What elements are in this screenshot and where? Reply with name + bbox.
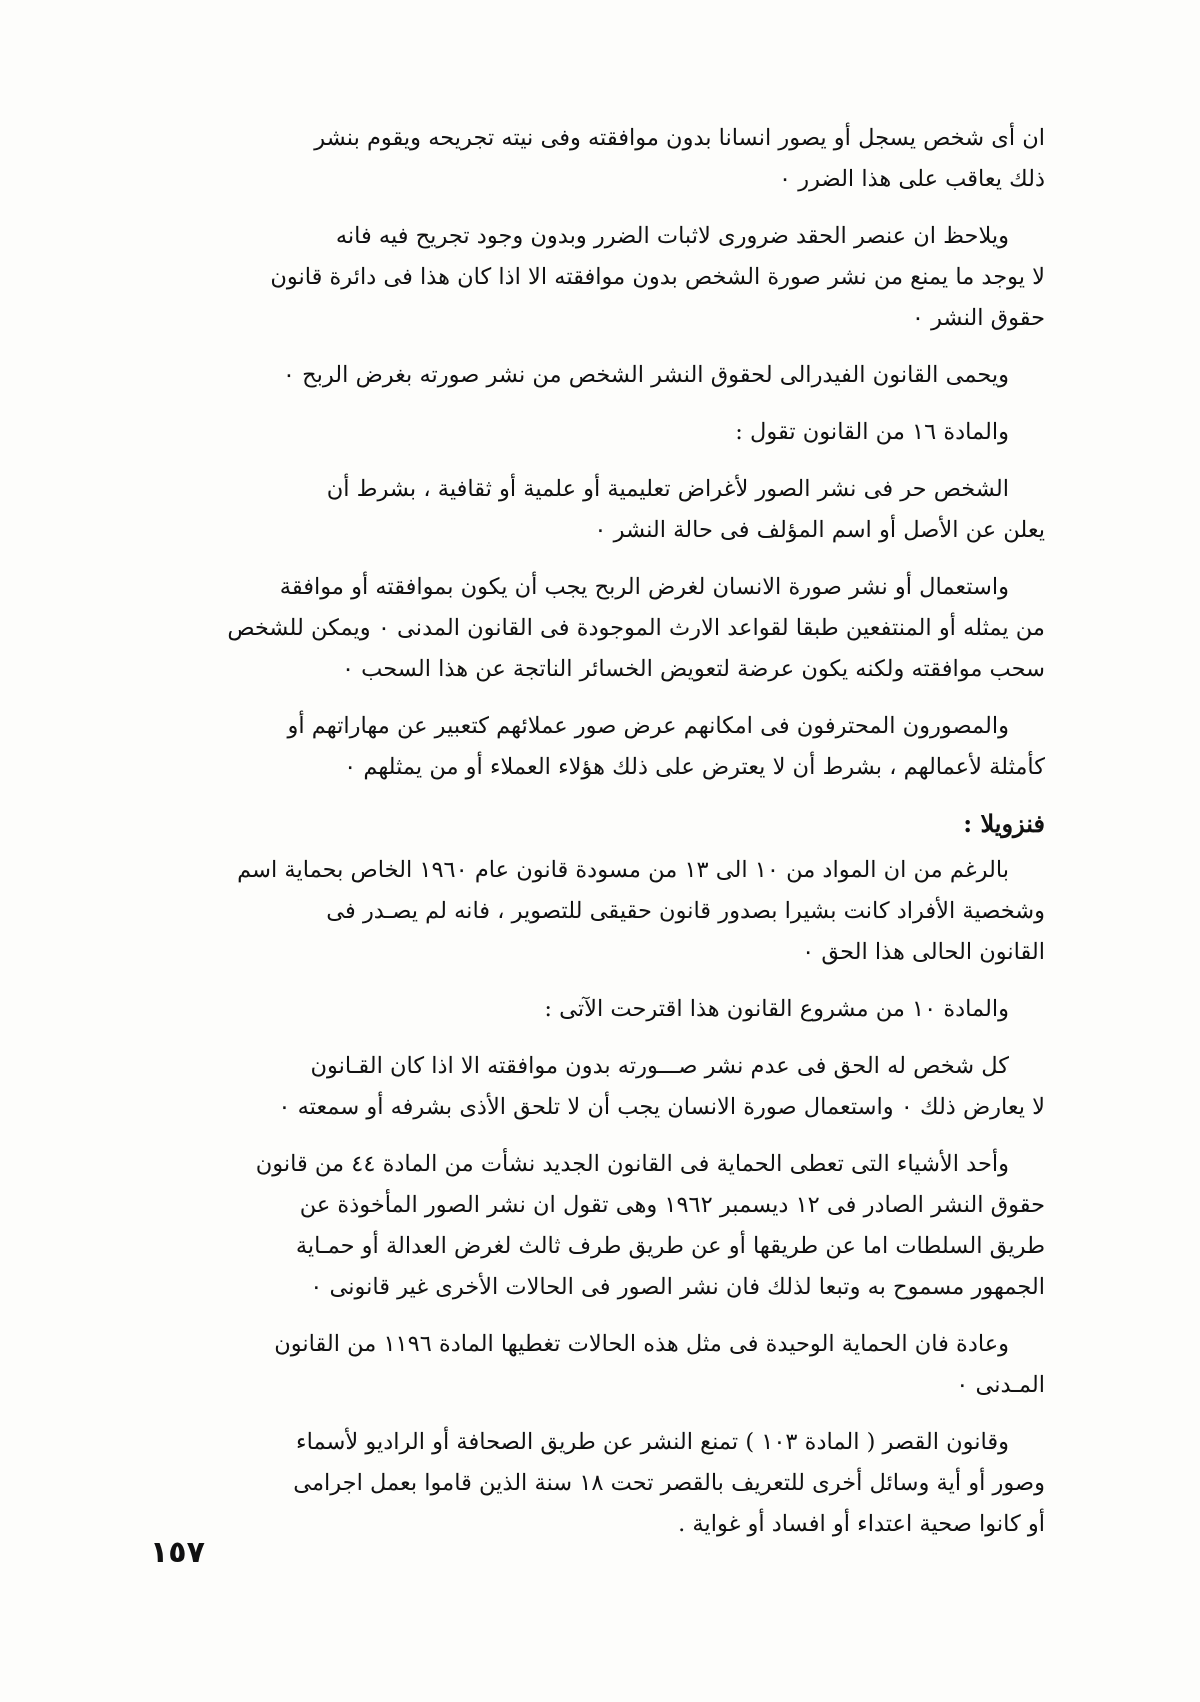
- text-line: وشخصية الأفراد كانت بشيرا بصدور قانون حقيقى للتصوير ، فانه لم يصـدر فى: [326, 898, 1045, 924]
- paragraph-12: [140, 1324, 1045, 1406]
- page-body: [140, 118, 1045, 1561]
- text-line: ذلك يعاقب على هذا الضرر ٠: [779, 166, 1045, 192]
- text-line: حقوق النشر ٠: [911, 305, 1045, 331]
- paragraph-8: [140, 850, 1045, 973]
- paragraph-3: [140, 355, 1045, 396]
- text-line: الجمهور مسموح به وتبعا لذلك فان نشر الصور فى الحالات الأخرى غير قانونى ٠: [310, 1274, 1045, 1300]
- section-heading-venezuela: فنزويلا :: [963, 809, 1045, 838]
- text-line: كأمثلة لأعمالهم ، بشرط أن لا يعترض على ذلك هؤلاء العملاء أو من يمثلهم ٠: [344, 754, 1045, 780]
- paragraph-7: [140, 706, 1045, 788]
- paragraph-11: [140, 1144, 1045, 1308]
- text-line: وقانون القصر ( المادة ١٠٣ ) تمنع النشر عن طريق الصحافة أو الراديو لأسماء: [296, 1429, 1009, 1455]
- text-line: طريق السلطات اما عن طريقها أو عن طريق طرف ثالث لغرض العدالة أو حمـاية: [295, 1233, 1045, 1259]
- paragraph-2: [140, 216, 1045, 339]
- text-line: حقوق النشر الصادر فى ١٢ ديسمبر ١٩٦٢ وهى تقول ان نشر الصور المأخوذة عن: [299, 1192, 1045, 1218]
- text-line: أو كانوا صحية اعتداء أو افساد أو غواية .: [678, 1511, 1045, 1537]
- text-line: وعادة فان الحماية الوحيدة فى مثل هذه الحالات تغطيها المادة ١١٩٦ من القانون: [274, 1331, 1009, 1357]
- text-line: والمصورون المحترفون فى امكانهم عرض صور عملائهم كتعبير عن مهاراتهم أو: [287, 713, 1009, 739]
- paragraph-5: [140, 469, 1045, 551]
- text-line: القانون الحالى هذا الحق ٠: [802, 939, 1045, 965]
- text-line: الشخص حر فى نشر الصور لأغراض تعليمية أو علمية أو ثقافية ، بشرط أن: [326, 476, 1009, 502]
- paragraph-4: [140, 412, 1045, 453]
- text-line: بالرغم من ان المواد من ١٠ الى ١٣ من مسودة قانون عام ١٩٦٠ الخاص بحماية اسم: [237, 857, 1009, 883]
- text-line: يعلن عن الأصل أو اسم المؤلف فى حالة النشر ٠: [594, 517, 1045, 543]
- text-line: ويحمى القانون الفيدرالى لحقوق النشر الشخص من نشر صورته بغرض الربح ٠: [282, 362, 1009, 388]
- text-line: ان أى شخص يسجل أو يصور انسانا بدون موافقته وفى نيته تجريحه ويقوم بنشر: [314, 125, 1045, 151]
- paragraph-13: [140, 1422, 1045, 1545]
- paragraph-1: [140, 118, 1045, 200]
- text-line: لا يعارض ذلك ٠ واستعمال صورة الانسان يجب أن لا تلحق الأذى بشرفه أو سمعته ٠: [278, 1094, 1045, 1120]
- text-line: كل شخص له الحق فى عدم نشر صـــورته بدون موافقته الا اذا كان القـانون: [310, 1053, 1009, 1079]
- text-line: وأحد الأشياء التى تعطى الحماية فى القانون الجديد نشأت من المادة ٤٤ من قانون: [255, 1151, 1009, 1177]
- paragraph-6: [140, 567, 1045, 690]
- text-line: واستعمال أو نشر صورة الانسان لغرض الربح يجب أن يكون بموافقته أو موافقة: [279, 574, 1009, 600]
- text-line: من يمثله أو المنتفعين طبقا لقواعد الارث الموجودة فى القانون المدنى ٠ ويمكن للشخص: [227, 615, 1045, 641]
- text-line: لا يوجد ما يمنع من نشر صورة الشخص بدون موافقته الا اذا كان هذا فى دائرة قانون: [270, 264, 1045, 290]
- text-line: المـدنى ٠: [956, 1372, 1045, 1398]
- paragraph-9: [140, 989, 1045, 1030]
- page-number: ١٥٧: [150, 1535, 205, 1570]
- paragraph-10: [140, 1046, 1045, 1128]
- text-line: ويلاحظ ان عنصر الحقد ضرورى لاثبات الضرر وبدون وجود تجريح فيه فانه: [335, 223, 1009, 249]
- text-line: سحب موافقته ولكنه يكون عرضة لتعويض الخسائر الناتجة عن هذا السحب ٠: [341, 656, 1045, 682]
- text-line: والمادة ١٠ من مشروع القانون هذا اقترحت الآتى :: [544, 996, 1009, 1022]
- text-line: وصور أو أية وسائل أخرى للتعريف بالقصر تحت ١٨ سنة الذين قاموا بعمل اجرامى: [293, 1470, 1045, 1496]
- text-line: والمادة ١٦ من القانون تقول :: [735, 419, 1009, 445]
